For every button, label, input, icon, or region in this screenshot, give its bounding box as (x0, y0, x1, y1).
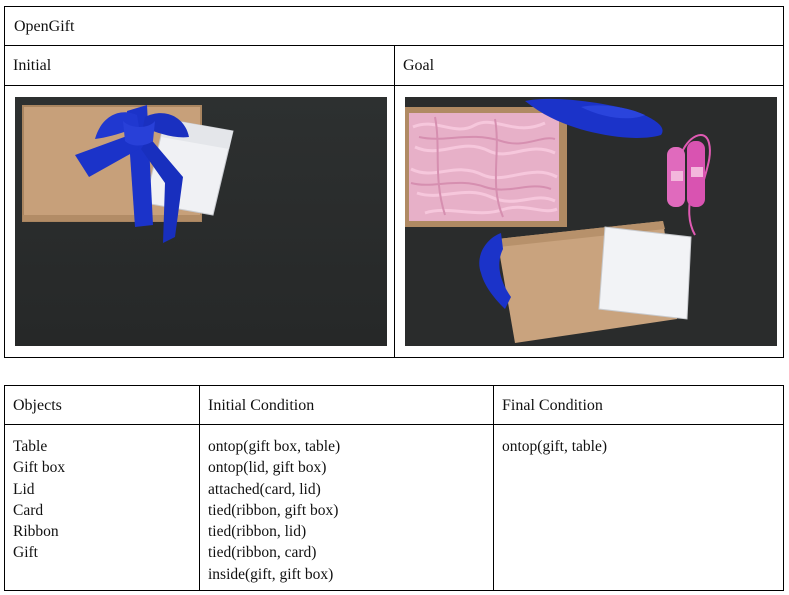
task-images-table (4, 6, 784, 358)
objects-header-cell (5, 386, 200, 425)
objects-list (13, 436, 65, 564)
goal-state-photo (405, 97, 777, 346)
object-item: Gift (13, 544, 38, 562)
card (599, 227, 691, 319)
goal-image-cell (395, 86, 783, 357)
task-title-cell (5, 7, 783, 46)
objects-header: Objects (13, 397, 62, 414)
object-item: Card (13, 501, 44, 519)
final-condition-item: ontop(gift, table) (502, 438, 608, 455)
final-condition-list (502, 436, 607, 457)
initial-image-cell (5, 86, 395, 357)
initial-condition-item: inside(gift, gift box) (208, 565, 334, 583)
final-condition-header: Final Condition (502, 397, 603, 414)
initial-condition-item: attached(card, lid) (208, 480, 321, 498)
initial-condition-header-cell (200, 386, 494, 425)
initial-condition-header: Initial Condition (208, 397, 315, 414)
object-item: Lid (13, 480, 35, 498)
conditions-table (4, 385, 784, 591)
initial-condition-item: ontop(gift box, table) (208, 438, 341, 455)
final-condition-cell (494, 425, 783, 590)
task-title: OpenGift (14, 18, 75, 35)
initial-state-photo (15, 97, 387, 346)
initial-condition-item: ontop(lid, gift box) (208, 459, 327, 477)
goal-header-cell (395, 46, 783, 86)
final-condition-header-cell (494, 386, 783, 425)
initial-condition-list (208, 436, 340, 585)
object-item: Ribbon (13, 523, 59, 541)
initial-header: Initial (13, 57, 52, 74)
initial-condition-item: tied(ribbon, lid) (208, 523, 307, 541)
goal-header: Goal (403, 57, 435, 74)
initial-condition-item: tied(ribbon, card) (208, 544, 317, 562)
initial-condition-cell (200, 425, 494, 590)
object-item: Gift box (13, 459, 66, 477)
objects-cell (5, 425, 200, 590)
initial-header-cell (5, 46, 395, 86)
initial-condition-item: tied(ribbon, gift box) (208, 501, 339, 519)
object-item: Table (13, 438, 48, 455)
